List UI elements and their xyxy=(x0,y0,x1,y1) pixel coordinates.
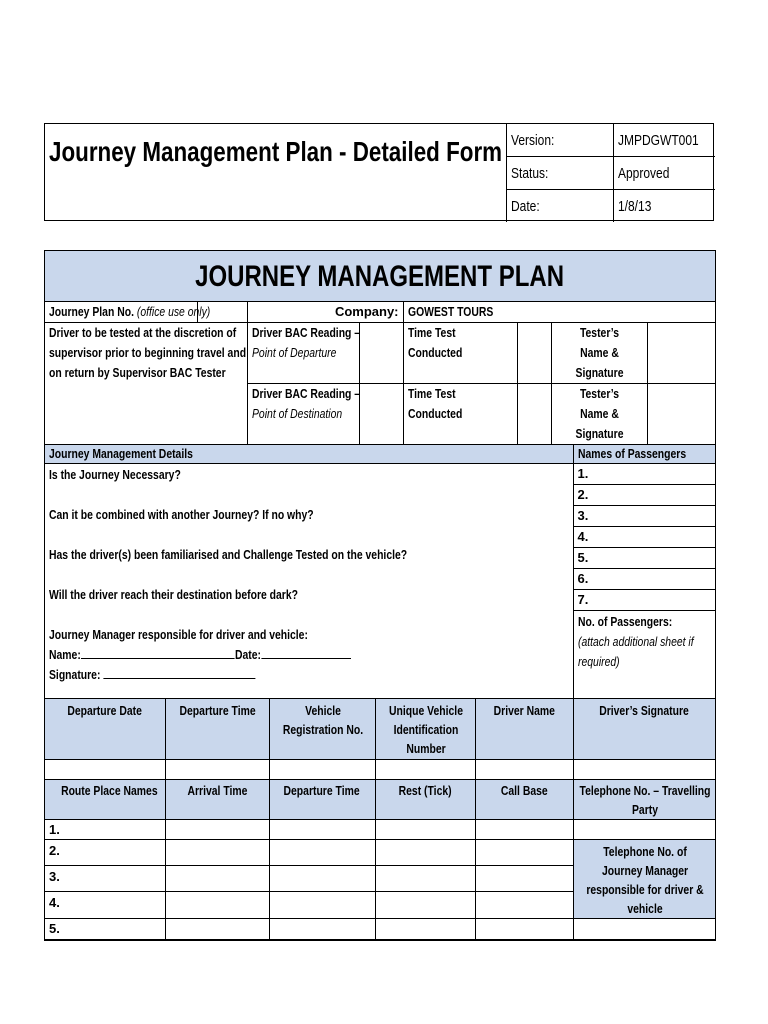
col-vehicle-registration: Vehicle Registration No. xyxy=(269,699,375,759)
arrival-time-field[interactable] xyxy=(165,865,269,891)
name-field[interactable]: Name: xyxy=(49,645,198,665)
rest-tick-field[interactable] xyxy=(375,839,475,865)
unique-vehicle-id-field[interactable] xyxy=(375,759,475,779)
journey-details-questions xyxy=(45,464,573,699)
rest-tick-field[interactable] xyxy=(375,918,475,939)
bac-destination-field[interactable] xyxy=(359,383,403,444)
departure-route-section xyxy=(45,699,715,940)
tester-label: Tester’s Name & Signature xyxy=(551,322,647,383)
time-test-label: Time Test Conducted xyxy=(403,383,517,444)
rest-tick-field[interactable] xyxy=(375,819,475,839)
col-departure-time: Departure Time xyxy=(165,699,269,759)
meta-label: Status: xyxy=(507,157,614,190)
col-driver-name: Driver Name xyxy=(475,699,573,759)
col-departure-date: Departure Date xyxy=(45,699,165,759)
tester-signature-field[interactable] xyxy=(647,383,715,444)
tester-signature-field[interactable] xyxy=(647,322,715,383)
route-row-number[interactable]: 5. xyxy=(45,918,165,939)
date-field[interactable]: Date: xyxy=(235,645,351,665)
route-departure-time-field[interactable] xyxy=(269,892,375,918)
col-driver-signature: Driver’s Signature xyxy=(573,699,715,759)
driver-test-instructions: Driver to be tested at the discretion of supervisor prior to beginning travel and on return by Supervisor BAC Tester xyxy=(45,322,247,444)
time-test-departure-field[interactable] xyxy=(517,322,551,383)
passenger-row[interactable]: 5. xyxy=(573,548,715,569)
route-row-number[interactable]: 1. xyxy=(45,819,165,839)
passenger-row[interactable]: 3. xyxy=(573,506,715,527)
question-before-dark: Will the driver reach their destination before dark? xyxy=(49,587,298,602)
journey-manager-phone-label: Telephone No. of Journey Manager responsible for driver & vehicle xyxy=(573,839,715,918)
meta-value: JMPDGWT001 xyxy=(614,124,716,157)
journey-manager-label: Journey Manager responsible for driver and vehicle: xyxy=(49,627,308,642)
passenger-row[interactable]: 2. xyxy=(573,485,715,506)
col-rest-tick: Rest (Tick) xyxy=(375,779,475,819)
meta-value: 1/8/13 xyxy=(614,190,716,223)
call-base-field[interactable] xyxy=(475,865,573,891)
route-departure-time-field[interactable] xyxy=(269,819,375,839)
call-base-field[interactable] xyxy=(475,839,573,865)
name-date-line xyxy=(49,645,569,665)
bac-departure-field[interactable] xyxy=(359,322,403,383)
meta-label: Date: xyxy=(507,190,614,223)
num-passengers-cell[interactable]: No. of Passengers: (attach additional sheet if required) xyxy=(573,611,715,699)
bac-departure-label: Driver BAC Reading – Point of Departure xyxy=(247,322,359,383)
call-base-field[interactable] xyxy=(475,892,573,918)
rest-tick-field[interactable] xyxy=(375,892,475,918)
col-call-base: Call Base xyxy=(475,779,573,819)
document-meta-table xyxy=(506,124,715,222)
question-necessary: Is the Journey Necessary? xyxy=(49,467,181,482)
passengers-header: Names of Passengers xyxy=(573,445,715,464)
question-combined: Can it be combined with another Journey? If no why? xyxy=(49,507,314,522)
col-unique-vehicle-id: Unique Vehicle Identification Number xyxy=(375,699,475,759)
company-value[interactable]: GOWEST TOURS xyxy=(403,302,715,322)
meta-row-date xyxy=(507,190,716,223)
driver-signature-field[interactable] xyxy=(573,759,715,779)
route-departure-time-field[interactable] xyxy=(269,918,375,939)
arrival-time-field[interactable] xyxy=(165,918,269,939)
driver-name-field[interactable] xyxy=(475,759,573,779)
signature-line[interactable]: Signature: xyxy=(49,665,569,685)
passenger-row[interactable]: 1. xyxy=(573,464,715,485)
call-base-field[interactable] xyxy=(475,819,573,839)
bac-destination-label: Driver BAC Reading – Point of Destination xyxy=(247,383,359,444)
question-familiarised: Has the driver(s) been familiarised and Challenge Tested on the vehicle? xyxy=(49,547,408,562)
departure-time-field[interactable] xyxy=(165,759,269,779)
rest-tick-field[interactable] xyxy=(375,865,475,891)
arrival-time-field[interactable] xyxy=(165,819,269,839)
bac-section xyxy=(45,302,715,445)
col-arrival-time: Arrival Time xyxy=(165,779,269,819)
journey-manager-phone-field[interactable] xyxy=(573,918,715,939)
journey-management-form xyxy=(44,250,716,941)
time-test-destination-field[interactable] xyxy=(517,383,551,444)
route-departure-time-field[interactable] xyxy=(269,865,375,891)
arrival-time-field[interactable] xyxy=(165,839,269,865)
document-header xyxy=(44,123,714,221)
col-travelling-party-phone: Telephone No. – Travelling Party xyxy=(573,779,715,819)
passenger-row[interactable]: 6. xyxy=(573,569,715,590)
col-route-place-names: Route Place Names xyxy=(45,779,165,819)
departure-date-field[interactable] xyxy=(45,759,165,779)
form-title: Journey Management Plan - Detailed Form xyxy=(49,136,503,167)
arrival-time-field[interactable] xyxy=(165,892,269,918)
journey-details-section xyxy=(45,445,715,700)
vehicle-registration-field[interactable] xyxy=(269,759,375,779)
meta-label: Version: xyxy=(507,124,614,157)
plan-no-label-cell: Journey Plan No. (office use only) xyxy=(45,302,197,322)
meta-row-version xyxy=(507,124,716,157)
call-base-field[interactable] xyxy=(475,918,573,939)
route-row-number[interactable]: 2. xyxy=(45,839,165,865)
col-route-departure-time: Departure Time xyxy=(269,779,375,819)
company-label: Company: xyxy=(247,302,403,322)
passenger-row[interactable]: 4. xyxy=(573,527,715,548)
meta-value: Approved xyxy=(614,157,716,190)
passenger-row[interactable]: 7. xyxy=(573,590,715,611)
time-test-label: Time Test Conducted xyxy=(403,322,517,383)
route-departure-time-field[interactable] xyxy=(269,839,375,865)
form-banner: JOURNEY MANAGEMENT PLAN xyxy=(45,251,715,302)
tester-label: Tester’s Name & Signature xyxy=(551,383,647,444)
route-row-number[interactable]: 3. xyxy=(45,865,165,891)
meta-row-status xyxy=(507,157,716,190)
route-row-number[interactable]: 4. xyxy=(45,892,165,918)
travelling-party-phone-field[interactable] xyxy=(573,819,715,839)
details-header: Journey Management Details xyxy=(45,445,573,464)
